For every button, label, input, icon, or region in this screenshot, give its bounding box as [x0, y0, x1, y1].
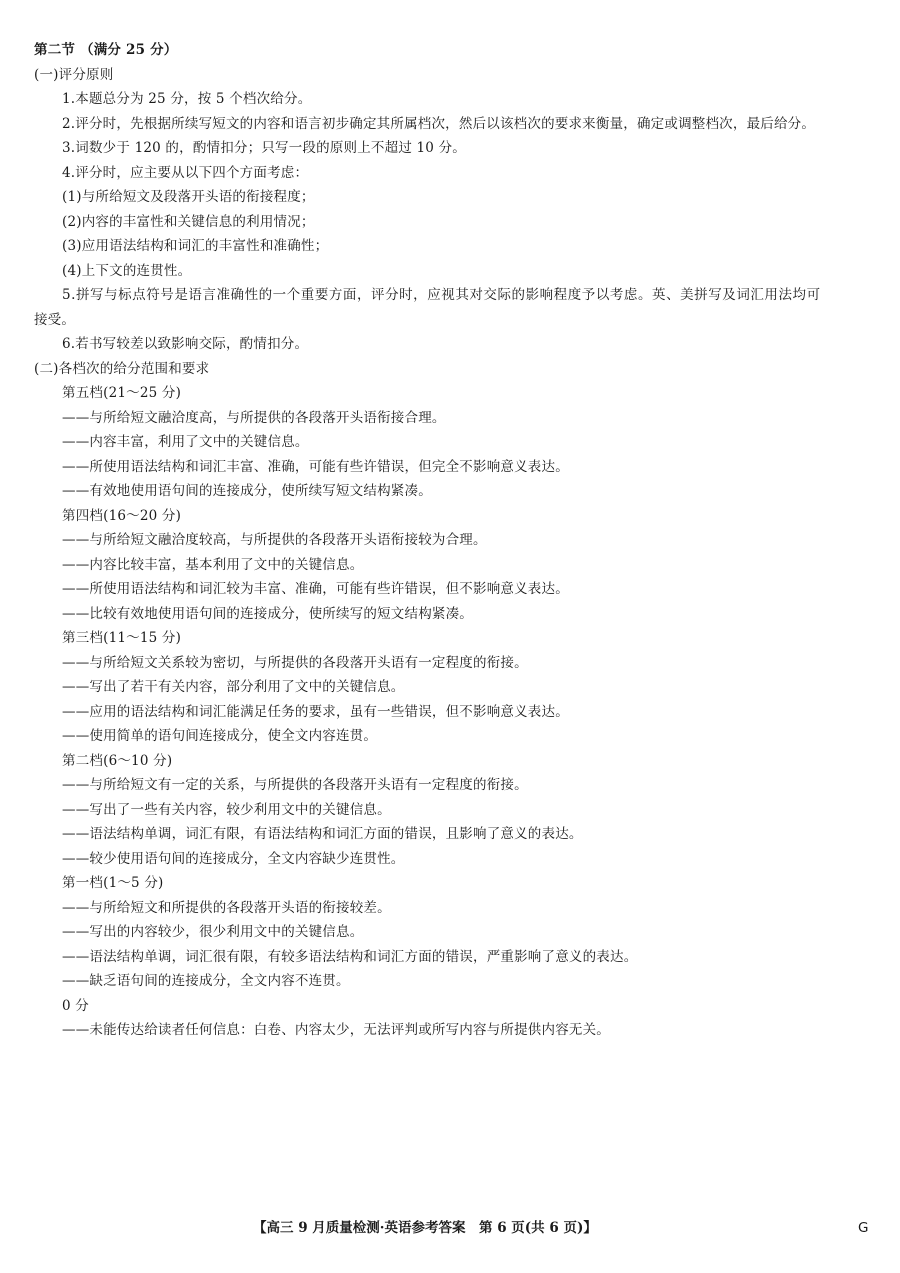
principle-subitem: (1)与所给短文及段落开头语的衔接程度；: [62, 189, 315, 205]
level-criterion: ——与所给短文融洽度高，与所提供的各段落开头语衔接合理。: [62, 409, 446, 426]
level-criterion: ——未能传达给读者任何信息：白卷、内容太少，无法评判或所写内容与所提供内容无关。: [62, 1022, 610, 1038]
level-title: 第五档(21～25 分): [62, 385, 182, 401]
levels-heading: (二)各档次的给分范围和要求: [34, 360, 210, 377]
level-criterion: ——比较有效地使用语句间的连接成分，使所续写的短文结构紧凑。: [62, 605, 473, 622]
level-criterion: ——写出了一些有关内容，较少利用文中的关键信息。: [62, 801, 391, 818]
principle-item-continuation: 接受。: [34, 311, 76, 328]
principle-subitem: (3)应用语法结构和词汇的丰富性和准确性；: [62, 238, 329, 254]
principles-heading: (一)评分原则: [34, 66, 114, 83]
principle-item: 1.本题总分为 25 分，按 5 个档次给分。: [62, 91, 312, 107]
level-criterion: ——所使用语法结构和词汇丰富、准确，可能有些许错误，但完全不影响意义表达。: [62, 458, 569, 475]
section-title: 第二节 （满分 25 分）: [34, 42, 178, 58]
principle-item: 5.拼写与标点符号是语言准确性的一个重要方面，评分时，应视其对交际的影响程度予以考虑。英、美拼写及词汇用法均可: [62, 287, 821, 303]
level-criterion: ——写出了若干有关内容，部分利用了文中的关键信息。: [62, 679, 405, 695]
principle-item: 6.若书写较差以致影响交际，酌情扣分。: [62, 336, 309, 352]
principle-subitem: (4)上下文的连贯性。: [62, 262, 192, 279]
level-criterion: ——语法结构单调，词汇有限，有语法结构和词汇方面的错误，且影响了意义的表达。: [62, 826, 583, 842]
level-criterion: ——所使用语法结构和词汇较为丰富、准确，可能有些许错误，但不影响意义表达。: [62, 581, 569, 597]
footer-page-info: 【高三 9 月质量检测·英语参考答案 第 6 页(共 6 页)】: [253, 1220, 597, 1236]
level-criterion: ——较少使用语句间的连接成分，全文内容缺少连贯性。: [62, 850, 405, 867]
level-criterion: ——应用的语法结构和词汇能满足任务的要求，虽有一些错误，但不影响意义表达。: [62, 703, 569, 720]
level-criterion: ——语法结构单调，词汇很有限，有较多语法结构和词汇方面的错误，严重影响了意义的表达。: [62, 948, 638, 965]
level-criterion: ——与所给短文和所提供的各段落开头语的衔接较差。: [62, 899, 391, 916]
level-criterion: ——与所给短文有一定的关系，与所提供的各段落开头语有一定程度的衔接。: [62, 777, 528, 793]
level-criterion: ——内容比较丰富，基本利用了文中的关键信息。: [62, 556, 364, 573]
level-title: 第二档(6～10 分): [62, 752, 173, 769]
principle-item: 4.评分时，应主要从以下四个方面考虑：: [62, 164, 309, 181]
page-content: [34, 38, 874, 1043]
level-criterion: ——与所给短文关系较为密切，与所提供的各段落开头语有一定程度的衔接。: [62, 654, 528, 671]
level-title: 第一档(1～5 分): [62, 875, 164, 891]
level-title: 第三档(11～15 分): [62, 630, 182, 646]
principle-subitem: (2)内容的丰富性和关键信息的利用情况；: [62, 213, 315, 230]
level-title: 第四档(16～20 分): [62, 507, 182, 524]
level-title: 0 分: [62, 997, 89, 1014]
principle-item: 2.评分时，先根据所续写短文的内容和语言初步确定其所属档次，然后以该档次的要求来衡量，确定或调整档次，最后给分。: [62, 115, 816, 132]
principle-item: 3.词数少于 120 的，酌情扣分；只写一段的原则上不超过 10 分。: [62, 140, 466, 156]
level-criterion: ——与所给短文融洽度较高，与所提供的各段落开头语衔接较为合理。: [62, 532, 487, 548]
level-criterion: ——有效地使用语句间的连接成分，使所续写短文结构紧凑。: [62, 483, 432, 499]
level-criterion: ——内容丰富，利用了文中的关键信息。: [62, 434, 309, 450]
level-criterion: ——使用简单的语句间连接成分，使全文内容连贯。: [62, 728, 378, 744]
footer-version-mark: G: [858, 1220, 869, 1236]
level-criterion: ——写出的内容较少，很少利用文中的关键信息。: [62, 924, 364, 940]
level-criterion: ——缺乏语句间的连接成分，全文内容不连贯。: [62, 973, 350, 989]
